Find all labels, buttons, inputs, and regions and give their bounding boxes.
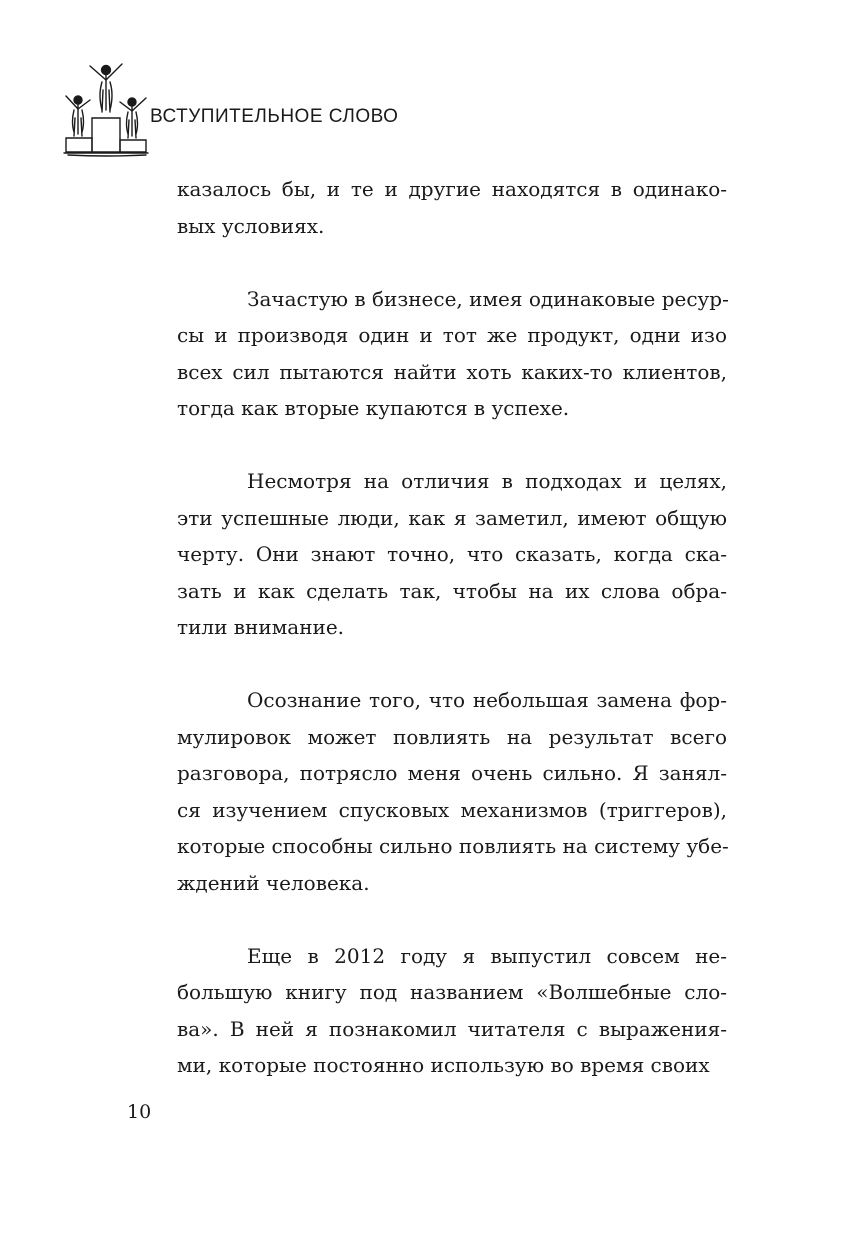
text-line: ва». В ней я познакомил читателя с выражения- (177, 1016, 727, 1041)
paragraph-gap (177, 427, 727, 464)
text-line: большую книгу под названием «Волшебные сло- (177, 980, 727, 1004)
chapter-header-title: ВСТУПИТЕЛЬНОЕ СЛОВО (150, 106, 399, 127)
text-line: сы и производя один и тот же продукт, одни изо (177, 323, 727, 347)
text-line: Еще в 2012 году я выпустил совсем не- (247, 943, 727, 968)
paragraph-gap (177, 901, 727, 938)
text-line: казалось бы, и те и другие находятся в одинако- (177, 177, 727, 201)
paragraph (177, 281, 727, 427)
text-line: которые способны сильно повлиять на систему убе- (177, 834, 729, 858)
paragraph (177, 171, 727, 244)
page-number: 10 (127, 1101, 152, 1123)
paragraph (177, 463, 727, 646)
text-line: разговора, потрясло меня очень сильно. Я занял- (177, 761, 727, 785)
podium-figures-icon (62, 60, 150, 158)
text-line: тогда как вторые купаются в успехе. (177, 396, 570, 420)
text-line: тили внимание. (177, 615, 345, 639)
text-line: Несмотря на отличия в подходах и целях, (247, 469, 727, 493)
text-line: зать и как сделать так, чтобы на их слова обра- (177, 578, 727, 603)
paragraph (177, 682, 727, 901)
text-line: всех сил пытаются найти хоть каких-то клиентов, (177, 359, 727, 384)
text-line: ся изучением спусковых механизмов (триггеров), (177, 797, 727, 822)
paragraph-gap (177, 646, 727, 683)
body-text (177, 171, 727, 1084)
text-line: Зачастую в бизнесе, имея одинаковые ресур- (247, 286, 729, 311)
text-line: ми, которые постоянно использую во время своих (177, 1053, 710, 1077)
text-line: ждений человека. (177, 870, 370, 895)
text-line: черту. Они знают точно, что сказать, когда ска- (177, 542, 727, 566)
paragraph-gap (177, 244, 727, 281)
text-line: вых условиях. (177, 213, 325, 238)
text-line: мулировок может повлиять на результат всего (177, 724, 727, 749)
text-line: Осознание того, что небольшая замена фор- (247, 688, 727, 712)
text-line: эти успешные люди, как я заметил, имеют общую (177, 505, 727, 530)
paragraph (177, 938, 727, 1084)
